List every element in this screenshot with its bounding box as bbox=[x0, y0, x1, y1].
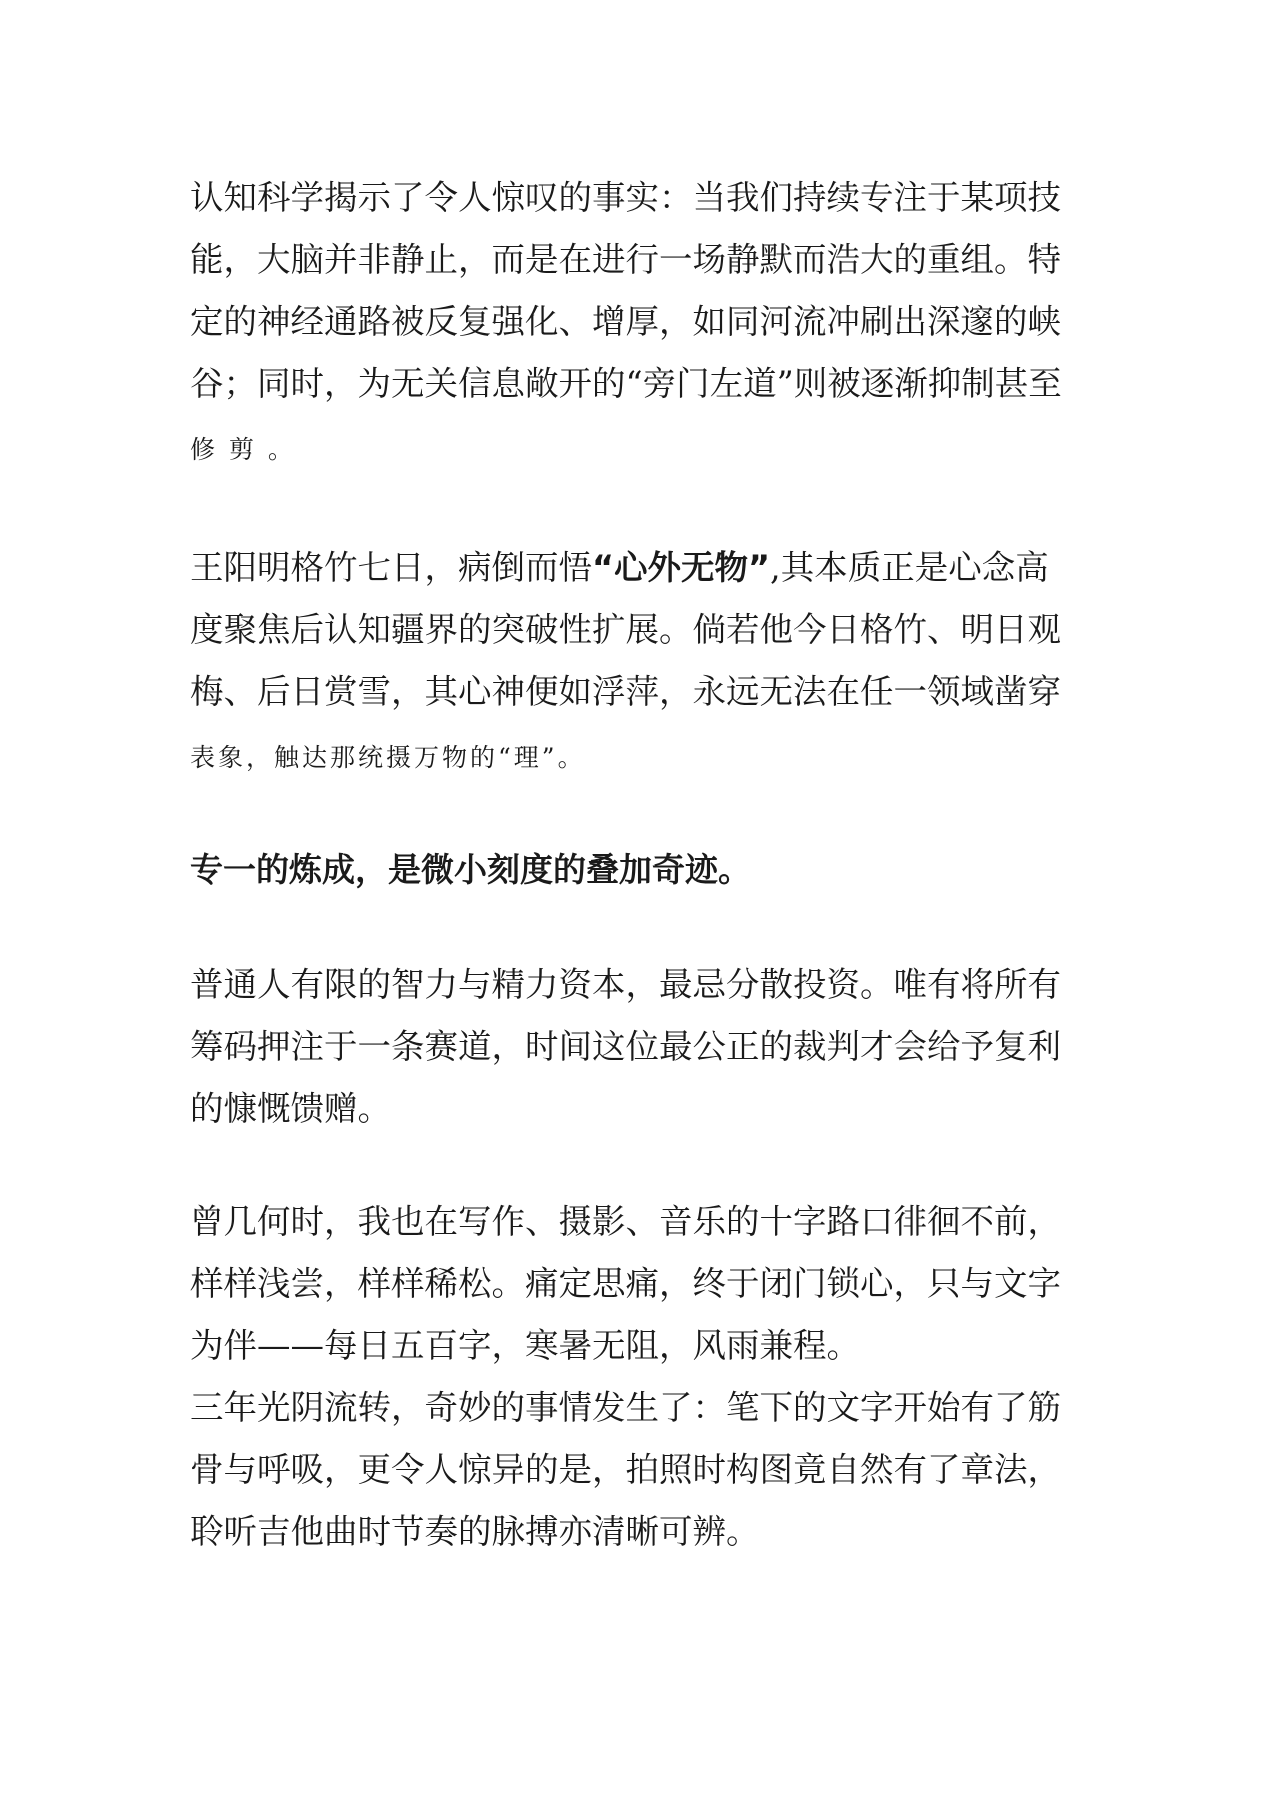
paragraph-4-line-3: 为伴——每日五百字，寒暑无阻，风雨兼程。 bbox=[190, 1326, 860, 1365]
paragraph-2-line-3: 梅、后日赏雪，其心神便如浮萍，永远无法在任一领域凿穿 bbox=[190, 672, 1061, 711]
paragraph-4-line-2: 样样浅尝，样样稀松。痛定思痛，终于闭门锁心，只与文字 bbox=[190, 1264, 1061, 1303]
paragraph-1-line-5: 修 剪 。 bbox=[190, 435, 296, 464]
paragraph-4-line-4: 三年光阴流转，奇妙的事情发生了：笔下的文字开始有了筋 bbox=[190, 1388, 1061, 1427]
paragraph-4-line-6: 聆听吉他曲时节奏的脉搏亦清晰可辨。 bbox=[190, 1512, 760, 1551]
paragraph-2-bold-quote: “心外无物” bbox=[592, 548, 771, 587]
paragraph-1-line-1: 认知科学揭示了令人惊叹的事实：当我们持续专注于某项技 bbox=[190, 178, 1061, 217]
paragraph-1-line-3: 定的神经通路被反复强化、增厚，如同河流冲刷出深邃的峡 bbox=[190, 302, 1061, 341]
paragraph-2-line-1 bbox=[190, 540, 1080, 596]
paragraph-2-line-4: 表象，触达那统摄万物的“理”。 bbox=[190, 743, 586, 772]
paragraph-4-line-5: 骨与呼吸，更令人惊异的是，拍照时构图竟自然有了章法， bbox=[190, 1450, 1061, 1489]
section-heading: 专一的炼成，是微小刻度的叠加奇迹。 bbox=[190, 850, 751, 889]
paragraph-3-line-1: 普通人有限的智力与精力资本，最忌分散投资。唯有将所有 bbox=[190, 965, 1061, 1004]
paragraph-2-text-before: 王阳明格竹七日，病倒而悟 bbox=[190, 548, 592, 587]
paragraph-2-line-2: 度聚焦后认知疆界的突破性扩展。倘若他今日格竹、明日观 bbox=[190, 610, 1061, 649]
paragraph-2-text-after: ,其本质正是心念高 bbox=[770, 548, 1049, 587]
paragraph-1-line-4: 谷；同时，为无关信息敞开的“旁门左道”则被逐渐抑制甚至 bbox=[190, 364, 1062, 403]
paragraph-3-line-2: 筹码押注于一条赛道，时间这位最公正的裁判才会给予复利 bbox=[190, 1027, 1061, 1066]
paragraph-3-line-3: 的慷慨馈赠。 bbox=[190, 1089, 391, 1128]
paragraph-1-line-2: 能，大脑并非静止，而是在进行一场静默而浩大的重组。特 bbox=[190, 240, 1061, 279]
paragraph-4-line-1: 曾几何时，我也在写作、摄影、音乐的十字路口徘徊不前， bbox=[190, 1202, 1061, 1241]
